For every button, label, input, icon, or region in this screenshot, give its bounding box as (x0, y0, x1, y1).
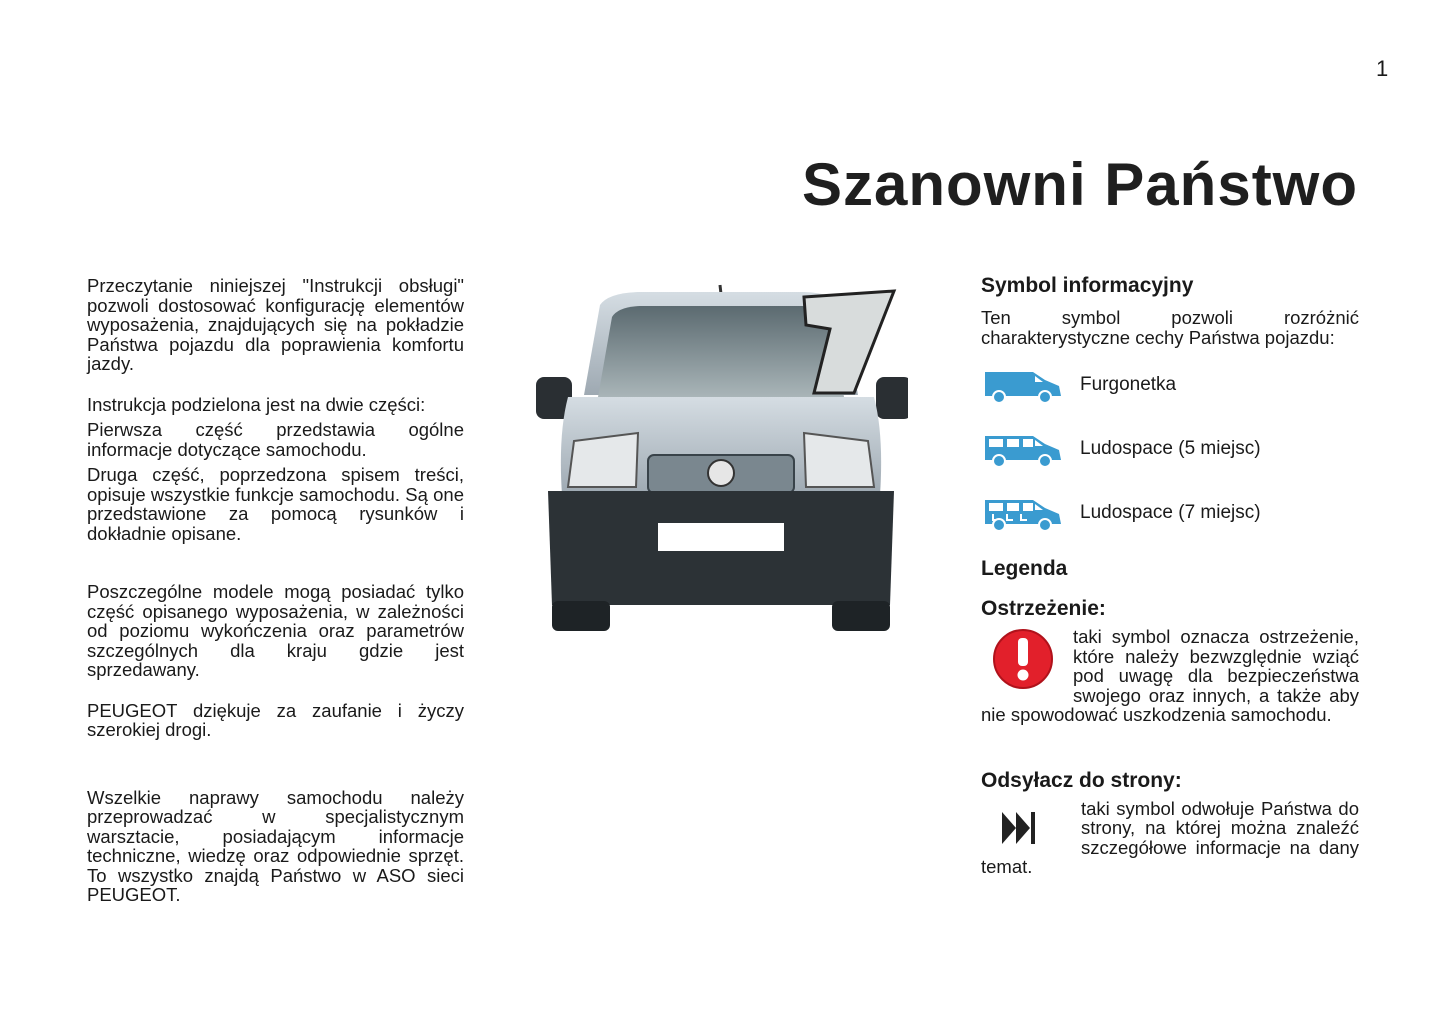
info-column (981, 274, 1359, 877)
vehicle-row-ludospace-5 (981, 417, 1359, 481)
models-paragraph: Poszczególne modele mogą posiadać tylko część opisanego wyposażenia, w zależności od poziomu wykończenia oraz parametrów szczególnych dla kraju gdzie jest sprzedawany. (87, 581, 464, 680)
intro-column (87, 276, 464, 905)
warning-block (981, 627, 1359, 725)
warning-heading: Ostrzeżenie: (981, 597, 1106, 620)
reference-block (981, 799, 1359, 877)
intro-paragraph: Przeczytanie niniejszej "Instrukcji obsługi" pozwoli dostosować konfigurację elementów wyposażenia, znajdujących się na pokładzie Państwa pojazdu dla poprawienia komfortu jazdy. (87, 275, 464, 374)
reference-heading: Odsyłacz do strony: (981, 768, 1182, 792)
vehicle-label: Furgonetka (1080, 374, 1177, 395)
page-number: 1 (1376, 56, 1389, 81)
symbol-text: Ten symbol pozwoli rozróżnić charakterystyczne cechy Państwa pojazdu: (981, 307, 1359, 348)
vehicle-row-van (981, 353, 1359, 417)
parts-paragraph: Instrukcja podzielona jest na dwie części: (87, 393, 426, 415)
thanks-paragraph: PEUGEOT dziękuje za zaufanie i życzy szerokiej drogi. (87, 699, 464, 740)
first-part-paragraph: Pierwsza część przedstawia ogólne informacje dotyczące samochodu. (87, 419, 464, 460)
second-part-paragraph: Druga część, poprzedzona spisem treści, opisuje wszystkie funkcje samochodu. Są one przedstawione za pomocą rysunków i dokładnie opisane. (87, 464, 464, 544)
symbol-heading: Symbol informacyjny (981, 274, 1194, 297)
van-icon (981, 364, 1065, 406)
vehicle-label: Ludospace (5 miejsc) (1080, 438, 1261, 459)
ludospace-7-seats-icon (981, 492, 1065, 534)
vehicle-row-ludospace-7 (981, 481, 1359, 545)
warning-icon (991, 627, 1055, 691)
car-front-image (528, 265, 908, 640)
page-reference-icon (999, 805, 1045, 851)
warning-text: taki symbol oznacza ostrzeżenie, które należy bezwzględnie wziąć pod uwagę dla bezpieczeństwa swojego oraz innych, a także aby nie spowodować uszkodzenia samochodu. (981, 626, 1359, 725)
legend-heading: Legenda (981, 557, 1068, 580)
repairs-paragraph: Wszelkie naprawy samochodu należy przeprowadzać w specjalistycznym warsztacie, posiadającym informacje techniczne, wiedzę oraz odpowiednie sprzęt. To wszystko znajdą Państwo w ASO sieci PEUGEOT. (87, 786, 464, 905)
ludospace-5-seats-icon (981, 428, 1065, 470)
vehicle-label: Ludospace (7 miejsc) (1080, 502, 1261, 523)
page-title: Szanowni Państwo (801, 151, 1358, 218)
reference-text: taki symbol odwołuje Państwa do strony, na której można znaleźć szczegółowe informacje na dany temat. (981, 797, 1359, 877)
